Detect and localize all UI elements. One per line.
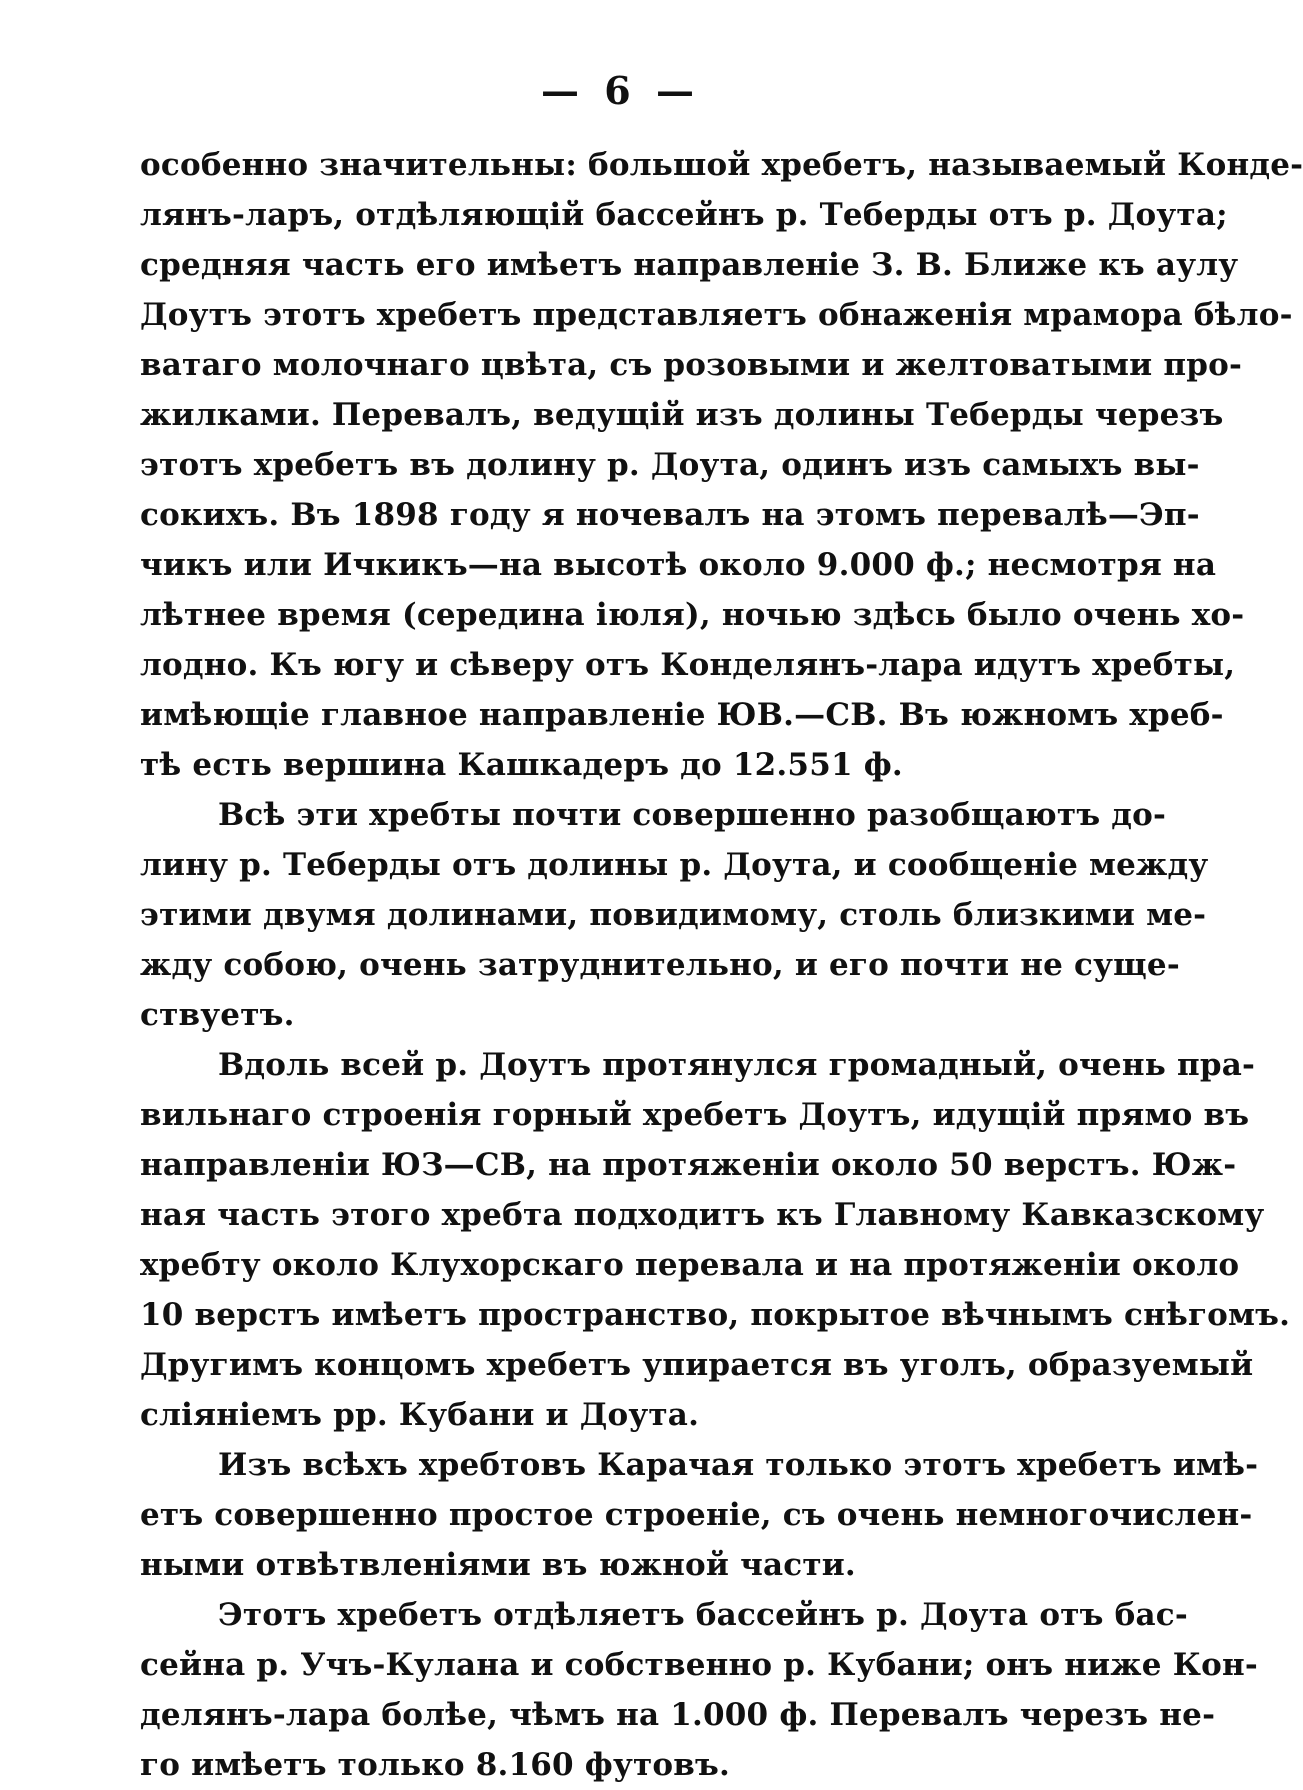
paragraph-1 xyxy=(140,140,1303,790)
text-line: 10 верстъ имѣетъ пространство, покрытое вѣчнымъ снѣгомъ. xyxy=(140,1297,1291,1333)
text-line: Вдоль всей р. Доутъ протянулся громадный, очень пра- xyxy=(218,1047,1256,1083)
text-line: жилками. Перевалъ, ведущій изъ долины Теберды черезъ xyxy=(140,397,1224,433)
text-line: вильнаго строенія горный хребетъ Доутъ, идущій прямо въ xyxy=(140,1097,1250,1133)
text-line: чикъ или Ичкикъ—на высотѣ около 9.000 ф.; несмотря на xyxy=(140,547,1217,583)
text-line: направленіи ЮЗ—СВ, на протяженіи около 50 верстъ. Юж- xyxy=(140,1147,1237,1183)
text-line: ная часть этого хребта подходитъ къ Главному Кавказскому xyxy=(140,1197,1265,1233)
text-line: средняя часть его имѣетъ направленіе З. В. Ближе къ аулу xyxy=(140,247,1239,283)
paragraph-5 xyxy=(140,1590,1258,1790)
paragraph-3 xyxy=(140,1040,1291,1440)
paragraph-4 xyxy=(140,1440,1259,1590)
text-line: этими двумя долинами, повидимому, столь близкими ме- xyxy=(140,897,1207,933)
text-line: етъ совершенно простое строеніе, съ очень немногочислен- xyxy=(140,1497,1253,1533)
text-line: этотъ хребетъ въ долину р. Доута, одинъ изъ самыхъ вы- xyxy=(140,447,1200,483)
text-line: сліяніемъ рр. Кубани и Доута. xyxy=(140,1397,700,1433)
text-line: имѣющіе главное направленіе ЮВ.—СВ. Въ южномъ хреб- xyxy=(140,697,1224,733)
text-line: сокихъ. Въ 1898 году я ночевалъ на этомъ перевалѣ—Эп- xyxy=(140,497,1200,533)
text-line: ствуетъ. xyxy=(140,997,295,1033)
text-line: сейна р. Учъ-Кулана и собственно р. Кубани; онъ ниже Кон- xyxy=(140,1647,1258,1683)
text-line: особенно значительны: большой хребетъ, называемый Конде- xyxy=(140,147,1303,183)
text-line: ными отвѣтвленіями въ южной части. xyxy=(140,1547,856,1583)
text-line: лянъ-ларъ, отдѣляющій бассейнъ р. Теберды отъ р. Доута; xyxy=(140,197,1228,233)
text-line: го имѣетъ только 8.160 футовъ. xyxy=(140,1747,730,1783)
text-line: Этотъ хребетъ отдѣляетъ бассейнъ р. Доута отъ бас- xyxy=(218,1597,1188,1633)
text-line: ватаго молочнаго цвѣта, съ розовыми и желтоватыми про- xyxy=(140,347,1243,383)
text-line: лодно. Къ югу и сѣверу отъ Конделянъ-лара идутъ хребты, xyxy=(140,647,1236,683)
page-number: — 6 — xyxy=(541,68,700,113)
text-line: Всѣ эти хребты почти совершенно разобщаютъ до- xyxy=(218,797,1167,833)
text-line: Доутъ этотъ хребетъ представляетъ обнаженія мрамора бѣло- xyxy=(140,297,1293,333)
text-line: Изъ всѣхъ хребтовъ Карачая только этотъ хребетъ имѣ- xyxy=(218,1447,1259,1483)
text-line: жду собою, очень затруднительно, и его почти не суще- xyxy=(140,947,1180,983)
paragraph-2 xyxy=(140,790,1209,1040)
text-line: Другимъ концомъ хребетъ упирается въ уголъ, образуемый xyxy=(140,1347,1254,1383)
text-line: лѣтнее время (середина іюля), ночью здѣсь было очень хо- xyxy=(140,597,1245,633)
text-line: лину р. Теберды отъ долины р. Доута, и сообщеніе между xyxy=(140,847,1209,883)
body-text xyxy=(140,140,1303,1790)
text-line: делянъ-лара болѣе, чѣмъ на 1.000 ф. Перевалъ черезъ не- xyxy=(140,1697,1216,1733)
text-line: хребту около Клухорскаго перевала и на протяженіи около xyxy=(140,1247,1240,1283)
text-line: тѣ есть вершина Кашкадеръ до 12.551 ф. xyxy=(140,747,903,783)
